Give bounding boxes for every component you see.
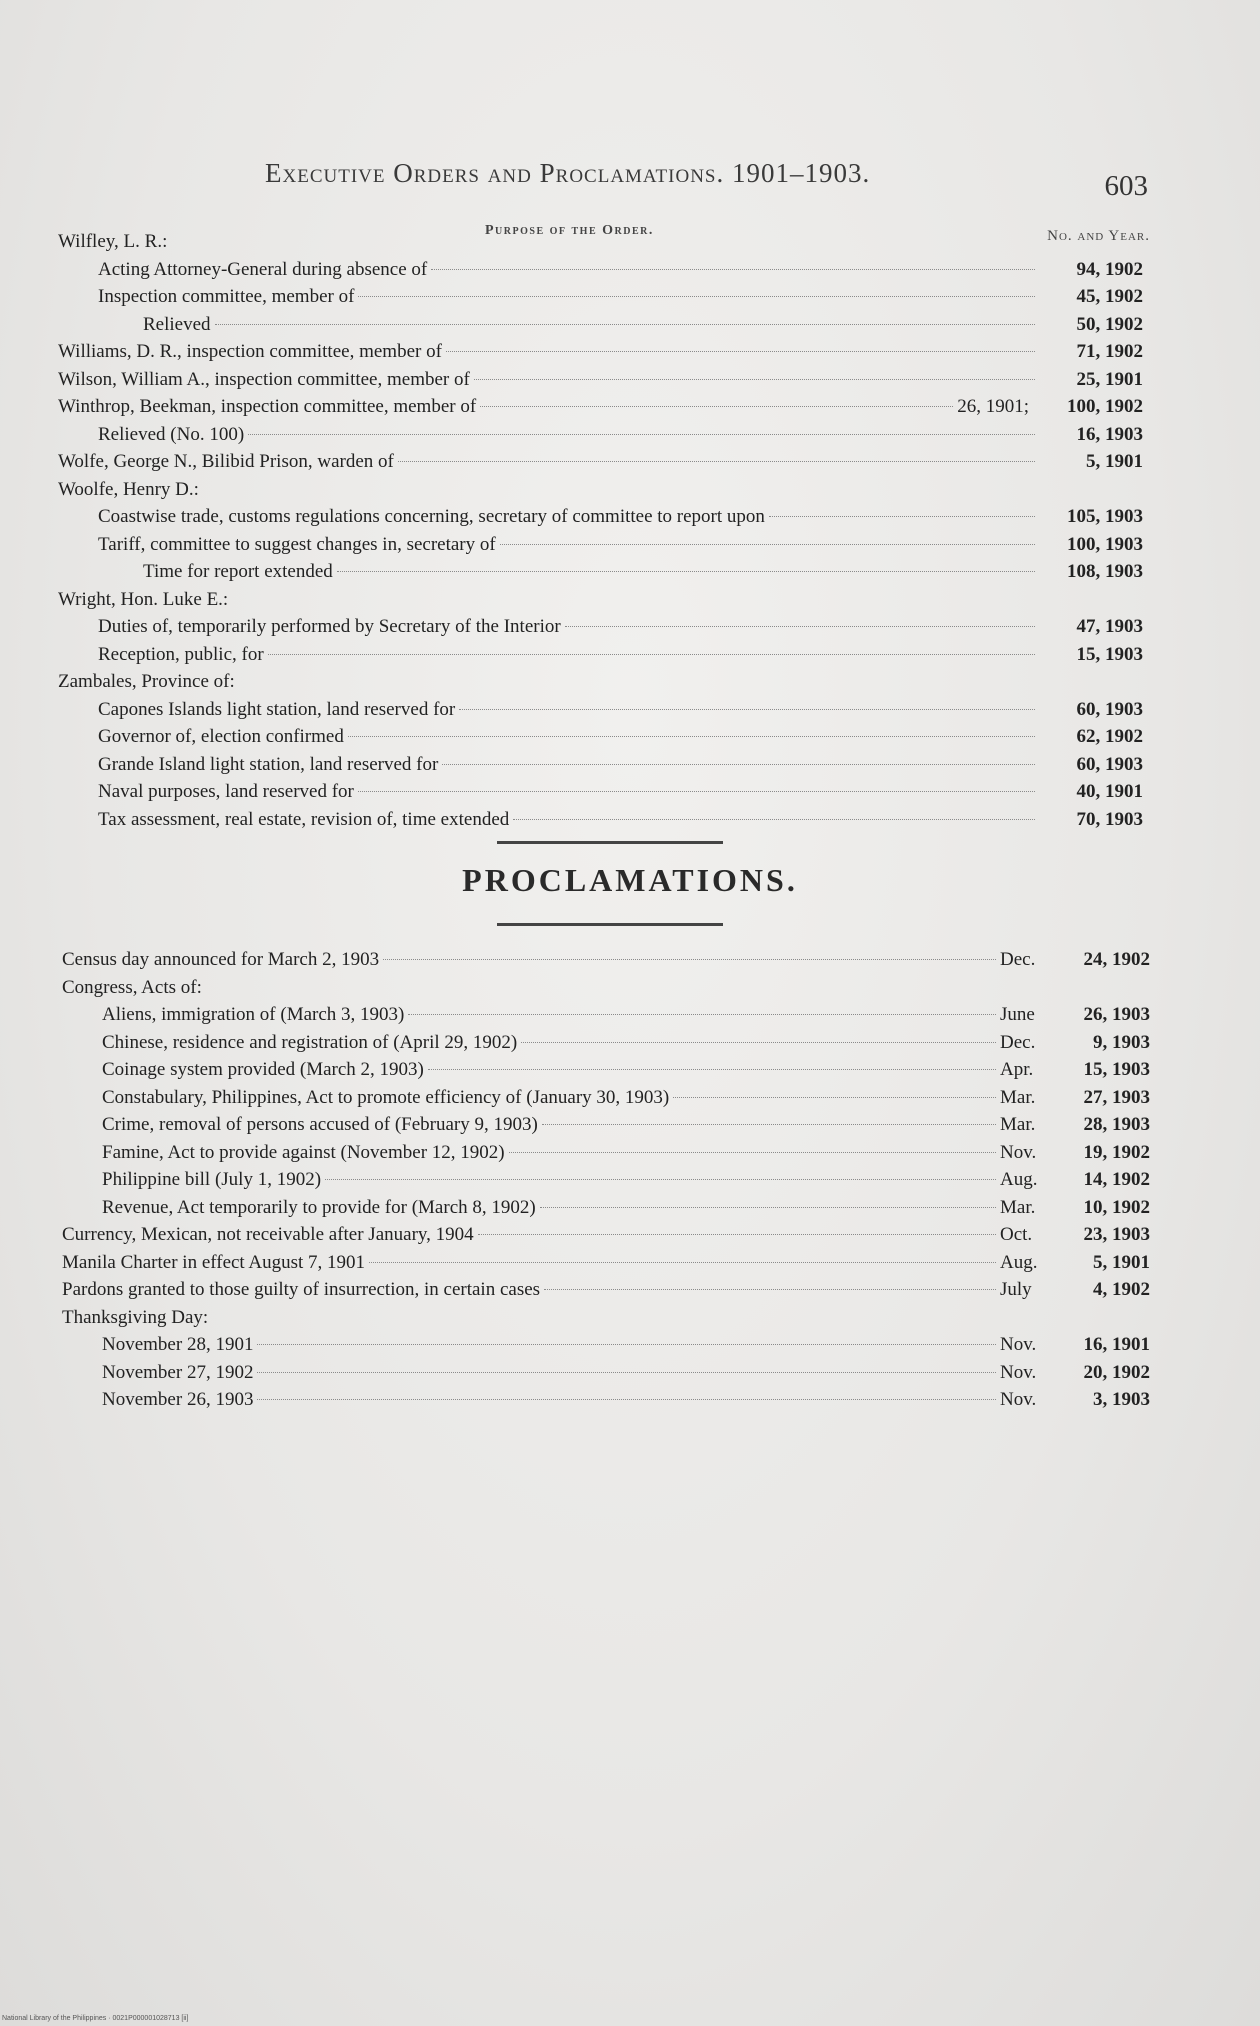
proclamation-day-year: 27, 1903 xyxy=(1083,1086,1150,1108)
index-entry xyxy=(62,1252,1150,1280)
index-entry xyxy=(58,616,1143,644)
order-number-year: 25, 1901 xyxy=(1076,368,1143,390)
running-head: Executive Orders and Proclamations. 1901–1903. xyxy=(265,158,871,188)
entry-text: Constabulary, Philippines, Act to promote efficiency of (January 30, 1903) xyxy=(102,1086,670,1108)
column-heading-purpose: Purpose of the Order. xyxy=(485,223,654,238)
proclamation-day-year: 10, 1902 xyxy=(1083,1196,1150,1218)
entry-text: Thanksgiving Day: xyxy=(62,1306,209,1328)
proclamation-month: Aug. xyxy=(1000,1169,1038,1190)
dot-leader xyxy=(474,378,1035,380)
index-entry xyxy=(58,369,1143,397)
entry-text: Capones Islands light station, land reserved for xyxy=(98,698,456,720)
index-entry xyxy=(58,809,1143,837)
index-entry xyxy=(58,699,1143,727)
order-number-year: 60, 1903 xyxy=(1076,698,1143,720)
index-entry xyxy=(58,644,1143,672)
index-entry xyxy=(62,1087,1150,1115)
index-entry xyxy=(58,726,1143,754)
index-entry xyxy=(58,314,1143,342)
index-heading xyxy=(62,1307,1150,1335)
index-entry xyxy=(62,1224,1150,1252)
dot-leader xyxy=(408,1013,996,1015)
dot-leader xyxy=(428,1068,996,1070)
dot-leader xyxy=(540,1206,996,1208)
proclamation-month: Mar. xyxy=(1000,1114,1036,1135)
index-entry xyxy=(58,506,1143,534)
dot-leader xyxy=(480,405,953,407)
index-entry xyxy=(62,1114,1150,1142)
order-number-year: 47, 1903 xyxy=(1076,616,1143,637)
entry-text: Congress, Acts of: xyxy=(62,976,202,998)
proclamation-day-year: 4, 1902 xyxy=(1093,1279,1150,1300)
proclamation-month: July xyxy=(1000,1279,1032,1300)
entry-text: Coastwise trade, customs regulations concerning, secretary of committee to report upon xyxy=(98,506,765,527)
dot-leader xyxy=(513,818,1035,820)
index-entry xyxy=(62,949,1150,977)
proclamation-month: Aug. xyxy=(1000,1251,1038,1273)
entry-text: Wilfley, L. R.: xyxy=(58,231,168,252)
proclamation-month: Nov. xyxy=(1000,1141,1037,1163)
proclamation-day-year: 20, 1902 xyxy=(1083,1361,1150,1383)
column-heading-no-and-year: No. and Year. xyxy=(1047,228,1150,244)
proclamation-day-year: 23, 1903 xyxy=(1083,1224,1150,1245)
proclamation-month: Oct. xyxy=(1000,1224,1033,1245)
dot-leader xyxy=(459,708,1035,710)
order-number-year: 16, 1903 xyxy=(1076,423,1143,445)
proclamation-month: Nov. xyxy=(1000,1334,1037,1355)
proclamation-day-year: 16, 1901 xyxy=(1083,1334,1150,1355)
index-entry xyxy=(62,1334,1150,1362)
dot-leader xyxy=(268,653,1035,655)
dot-leader xyxy=(446,350,1035,352)
proclamation-month: June xyxy=(1000,1004,1035,1025)
index-heading xyxy=(58,231,1143,259)
order-number-year: 60, 1903 xyxy=(1076,753,1143,775)
entry-text: Acting Attorney-General during absence of xyxy=(98,258,428,280)
index-entry xyxy=(58,286,1143,314)
entry-extra-number: 26, 1901; xyxy=(957,396,1029,417)
proclamation-day-year: 3, 1903 xyxy=(1093,1389,1150,1410)
entry-text: Revenue, Act temporarily to provide for (March 8, 1902) xyxy=(102,1196,536,1218)
dot-leader xyxy=(442,763,1035,765)
entry-text: Crime, removal of persons accused of (February 9, 1903) xyxy=(102,1114,538,1135)
dot-leader xyxy=(248,433,1035,435)
entry-text: Coinage system provided (March 2, 1903) xyxy=(102,1059,424,1080)
proclamation-day-year: 28, 1903 xyxy=(1083,1114,1150,1135)
entry-text: Wolfe, George N., Bilibid Prison, warden of xyxy=(58,451,394,472)
index-heading xyxy=(62,977,1150,1005)
entry-text: Wilson, William A., inspection committee, member of xyxy=(58,368,470,390)
entry-text: Philippine bill (July 1, 1902) xyxy=(102,1169,322,1190)
dot-leader xyxy=(257,1371,996,1373)
dot-leader xyxy=(257,1398,996,1400)
proclamation-month: Mar. xyxy=(1000,1086,1036,1108)
entry-text: Zambales, Province of: xyxy=(58,671,235,692)
order-number-year: 100, 1903 xyxy=(1067,533,1143,555)
entry-text: Naval purposes, land reserved for xyxy=(98,781,354,802)
entry-text: Tax assessment, real estate, revision of, time extended xyxy=(98,808,510,830)
proclamations-index xyxy=(62,949,1150,1417)
index-entry xyxy=(62,1197,1150,1225)
dot-leader xyxy=(431,268,1035,270)
entry-text: Time for report extended xyxy=(143,561,333,582)
entry-text: Williams, D. R., inspection committee, member of xyxy=(58,341,442,362)
index-entry xyxy=(62,1059,1150,1087)
index-entry xyxy=(58,754,1143,782)
order-number-year: 50, 1902 xyxy=(1076,313,1143,335)
index-entry xyxy=(62,1004,1150,1032)
index-entry xyxy=(62,1142,1150,1170)
entry-text: Manila Charter in effect August 7, 1901 xyxy=(62,1251,366,1273)
index-entry xyxy=(58,561,1143,589)
divider-rule-bottom xyxy=(497,923,723,926)
index-entry xyxy=(62,1389,1150,1417)
proclamation-month: Dec. xyxy=(1000,949,1036,970)
entry-text: Governor of, election confirmed xyxy=(98,726,344,747)
proclamation-day-year: 5, 1901 xyxy=(1093,1251,1150,1273)
index-entry xyxy=(58,424,1143,452)
dot-leader xyxy=(325,1178,996,1180)
index-entry xyxy=(62,1362,1150,1390)
entry-text: Woolfe, Henry D.: xyxy=(58,478,199,500)
proclamation-day-year: 14, 1902 xyxy=(1083,1169,1150,1190)
index-entry xyxy=(58,396,1143,424)
entry-text: Relieved (No. 100) xyxy=(98,423,245,445)
dot-leader xyxy=(673,1096,996,1098)
dot-leader xyxy=(257,1343,996,1345)
order-number-year: 62, 1902 xyxy=(1076,726,1143,747)
dot-leader xyxy=(478,1233,996,1235)
proclamation-month: Nov. xyxy=(1000,1361,1037,1383)
order-number-year: 108, 1903 xyxy=(1067,561,1143,582)
entry-text: Census day announced for March 2, 1903 xyxy=(62,949,380,970)
executive-orders-index xyxy=(58,231,1143,836)
proclamation-day-year: 26, 1903 xyxy=(1083,1004,1150,1025)
footer-credit: National Library of the Philippines · 0021P000001028713 [ii] xyxy=(2,2015,189,2022)
entry-text: Inspection committee, member of xyxy=(98,286,355,307)
order-number-year: 70, 1903 xyxy=(1076,808,1143,830)
dot-leader xyxy=(398,460,1035,462)
index-entry xyxy=(58,341,1143,369)
index-entry xyxy=(62,1032,1150,1060)
entry-text: Duties of, temporarily performed by Secretary of the Interior xyxy=(98,616,561,637)
order-number-year: 45, 1902 xyxy=(1076,286,1143,307)
entry-text: Grande Island light station, land reserved for xyxy=(98,753,439,775)
dot-leader xyxy=(348,735,1035,737)
proclamation-month: Mar. xyxy=(1000,1196,1036,1218)
index-heading xyxy=(58,479,1143,507)
entry-text: November 26, 1903 xyxy=(102,1389,254,1410)
proclamation-day-year: 24, 1902 xyxy=(1083,949,1150,970)
order-number-year: 94, 1902 xyxy=(1076,258,1143,280)
index-entry xyxy=(58,781,1143,809)
proclamation-day-year: 9, 1903 xyxy=(1093,1031,1150,1053)
dot-leader xyxy=(565,625,1035,627)
proclamations-heading: PROCLAMATIONS. xyxy=(462,862,798,898)
dot-leader xyxy=(544,1288,996,1290)
proclamation-day-year: 19, 1902 xyxy=(1083,1141,1150,1163)
proclamation-month: Nov. xyxy=(1000,1389,1037,1410)
index-entry xyxy=(62,1169,1150,1197)
entry-text: Famine, Act to provide against (November 12, 1902) xyxy=(102,1141,505,1163)
index-entry xyxy=(58,534,1143,562)
dot-leader xyxy=(215,323,1035,325)
index-entry xyxy=(62,1279,1150,1307)
dot-leader xyxy=(509,1151,996,1153)
page-number: 603 xyxy=(1104,170,1148,202)
entry-text: Winthrop, Beekman, inspection committee, member of xyxy=(58,396,477,417)
divider-rule-top xyxy=(497,841,723,844)
entry-text: November 27, 1902 xyxy=(102,1361,254,1383)
proclamation-month: Apr. xyxy=(1000,1059,1034,1080)
entry-text: Aliens, immigration of (March 3, 1903) xyxy=(102,1004,405,1025)
index-heading xyxy=(58,671,1143,699)
order-number-year: 5, 1901 xyxy=(1086,451,1143,472)
order-number-year: 100, 1902 xyxy=(1067,396,1143,417)
dot-leader xyxy=(358,295,1035,297)
order-number-year: 40, 1901 xyxy=(1076,781,1143,802)
proclamation-month: Dec. xyxy=(1000,1031,1036,1053)
index-heading xyxy=(58,589,1143,617)
dot-leader xyxy=(542,1123,996,1125)
dot-leader xyxy=(358,790,1035,792)
order-number-year: 15, 1903 xyxy=(1076,643,1143,665)
dot-leader xyxy=(369,1261,996,1263)
entry-text: Reception, public, for xyxy=(98,643,264,665)
dot-leader xyxy=(383,958,996,960)
index-entry xyxy=(58,259,1143,287)
dot-leader xyxy=(769,515,1035,517)
dot-leader xyxy=(521,1041,996,1043)
dot-leader xyxy=(500,543,1035,545)
entry-text: Relieved xyxy=(143,313,211,335)
entry-text: Currency, Mexican, not receivable after January, 1904 xyxy=(62,1224,474,1245)
entry-text: Wright, Hon. Luke E.: xyxy=(58,588,229,610)
proclamation-day-year: 15, 1903 xyxy=(1083,1059,1150,1080)
dot-leader xyxy=(337,570,1035,572)
order-number-year: 105, 1903 xyxy=(1067,506,1143,527)
entry-text: Pardons granted to those guilty of insurrection, in certain cases xyxy=(62,1279,541,1300)
entry-text: Chinese, residence and registration of (April 29, 1902) xyxy=(102,1031,518,1053)
entry-text: Tariff, committee to suggest changes in, secretary of xyxy=(98,533,496,555)
entry-text: November 28, 1901 xyxy=(102,1334,254,1355)
index-entry xyxy=(58,451,1143,479)
order-number-year: 71, 1902 xyxy=(1076,341,1143,362)
